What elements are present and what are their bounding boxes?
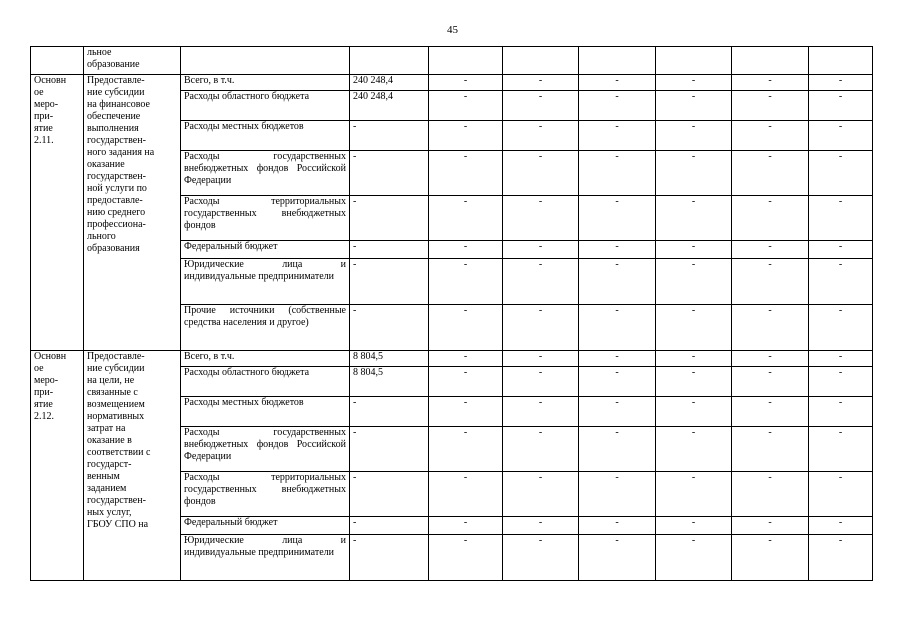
funding-source-cell: Расходы местных бюджетов [181, 121, 350, 151]
year-value-cell: - [503, 535, 579, 581]
year-value-cell: - [429, 151, 503, 196]
name-cell: льное образование [84, 47, 181, 75]
activity-name-cell: Предоставле- ние субсидии на цели, не связанные с возмещением нормативных затрат на оказание в соответствии с государст- венным заданием государствен- ных услуг, ГБОУ СПО на [84, 351, 181, 581]
year-value-cell: - [656, 91, 732, 121]
year-value-cell: - [429, 535, 503, 581]
year-value-cell: - [732, 535, 809, 581]
code-cell [31, 47, 84, 75]
year-value-cell: - [732, 241, 809, 259]
year-value-cell: - [809, 241, 873, 259]
year-value-cell: - [732, 351, 809, 367]
year-value-cell: - [809, 367, 873, 397]
year-value-cell: - [503, 196, 579, 241]
total-value-cell: 8 804,5 [350, 367, 429, 397]
year-value-cell: - [579, 75, 656, 91]
funding-source-cell: Юридические лица и индивидуальные предприниматели [181, 535, 350, 581]
year-value-cell: - [732, 397, 809, 427]
year-value-cell: - [656, 241, 732, 259]
activity-code-cell: Основн ое меро- при- ятие 2.12. [31, 351, 84, 581]
total-value-cell: - [350, 121, 429, 151]
year-value-cell: - [503, 259, 579, 305]
year-value-cell: - [429, 397, 503, 427]
total-value-cell: - [350, 472, 429, 517]
year-value-cell: - [809, 75, 873, 91]
year-value-cell: - [503, 472, 579, 517]
year-value-cell: - [579, 535, 656, 581]
year-value-cell: - [579, 259, 656, 305]
year-value-cell: - [656, 397, 732, 427]
year-value-cell: - [579, 397, 656, 427]
year-value-cell: - [429, 427, 503, 472]
funding-source-cell: Расходы областного бюджета [181, 91, 350, 121]
year-value-cell: - [809, 151, 873, 196]
funding-source-cell: Федеральный бюджет [181, 517, 350, 535]
year-value-cell: - [429, 351, 503, 367]
year-value-cell: - [809, 517, 873, 535]
total-value-cell: - [350, 259, 429, 305]
year-value-cell: - [809, 91, 873, 121]
year-value-cell: - [503, 121, 579, 151]
year-value-cell: - [579, 472, 656, 517]
year-value-cell: - [656, 151, 732, 196]
year-value-cell: - [732, 75, 809, 91]
total-value-cell: - [350, 517, 429, 535]
total-value-cell: - [350, 196, 429, 241]
year-value-cell: - [429, 259, 503, 305]
year-value-cell: - [503, 397, 579, 427]
year-value-cell: - [732, 196, 809, 241]
year-value-cell: - [809, 535, 873, 581]
total-value-cell: - [350, 151, 429, 196]
year-value-cell: - [656, 305, 732, 351]
year-value-cell: - [579, 241, 656, 259]
total-value-cell: 240 248,4 [350, 75, 429, 91]
total-value-cell: 240 248,4 [350, 91, 429, 121]
year-value-cell: - [503, 351, 579, 367]
year-value-cell: - [656, 259, 732, 305]
funding-source-cell: Расходы областного бюджета [181, 367, 350, 397]
year-value-cell: - [429, 121, 503, 151]
year-value-cell: - [503, 367, 579, 397]
year-value-cell: - [732, 121, 809, 151]
year-value-cell: - [503, 75, 579, 91]
total-value-cell: - [350, 397, 429, 427]
year-value-cell: - [656, 472, 732, 517]
year-value-cell: - [429, 196, 503, 241]
year-value-cell: - [579, 367, 656, 397]
year-value-cell: - [429, 241, 503, 259]
year-value-cell: - [732, 91, 809, 121]
year-value-cell: - [503, 517, 579, 535]
year-value-cell: - [579, 196, 656, 241]
funding-source-cell: Юридические лица и индивидуальные предприниматели [181, 259, 350, 305]
year-value-cell: - [809, 259, 873, 305]
year-value-cell: - [656, 351, 732, 367]
year-value-cell: - [809, 472, 873, 517]
year-value-cell: - [656, 535, 732, 581]
funding-source-cell: Расходы местных бюджетов [181, 397, 350, 427]
year-value-cell: - [809, 121, 873, 151]
total-value-cell: - [350, 535, 429, 581]
funding-source-cell: Прочие источники (собственные средства населения и другое) [181, 305, 350, 351]
year-value-cell: - [809, 397, 873, 427]
year-value-cell: - [579, 91, 656, 121]
budget-table [30, 46, 873, 581]
year-value-cell: - [579, 121, 656, 151]
year-value-cell: - [656, 196, 732, 241]
year-value-cell: - [656, 75, 732, 91]
total-value-cell: - [350, 305, 429, 351]
year-value-cell: - [579, 427, 656, 472]
total-value-cell: - [350, 241, 429, 259]
year-value-cell: - [503, 305, 579, 351]
page-number: 45 [447, 24, 458, 36]
funding-source-cell: Расходы территориальных государственных внебюджетных фондов [181, 196, 350, 241]
year-value-cell: - [656, 367, 732, 397]
total-value-cell: 8 804,5 [350, 351, 429, 367]
year-value-cell: - [809, 196, 873, 241]
funding-source-cell: Федеральный бюджет [181, 241, 350, 259]
year-value-cell: - [429, 305, 503, 351]
continuation-row [31, 47, 873, 75]
year-value-cell: - [732, 151, 809, 196]
activity-code-cell: Основн ое меро- при- ятие 2.11. [31, 75, 84, 351]
funding-source-cell: Всего, в т.ч. [181, 75, 350, 91]
year-value-cell: - [809, 305, 873, 351]
funding-source-cell: Расходы государственных внебюджетных фондов Российской Федерации [181, 427, 350, 472]
year-value-cell: - [732, 517, 809, 535]
table-row [31, 351, 873, 367]
table-row [31, 75, 873, 91]
year-value-cell: - [429, 75, 503, 91]
year-value-cell: - [429, 91, 503, 121]
year-value-cell: - [579, 351, 656, 367]
year-value-cell: - [503, 151, 579, 196]
year-value-cell: - [579, 517, 656, 535]
funding-source-cell: Расходы государственных внебюджетных фондов Российской Федерации [181, 151, 350, 196]
year-value-cell: - [503, 91, 579, 121]
year-value-cell: - [732, 305, 809, 351]
funding-source-cell: Всего, в т.ч. [181, 351, 350, 367]
year-value-cell: - [656, 427, 732, 472]
year-value-cell: - [732, 427, 809, 472]
year-value-cell: - [809, 351, 873, 367]
funding-source-cell: Расходы территориальных государственных внебюджетных фондов [181, 472, 350, 517]
year-value-cell: - [656, 517, 732, 535]
year-value-cell: - [732, 367, 809, 397]
year-value-cell: - [579, 151, 656, 196]
total-value-cell: - [350, 427, 429, 472]
year-value-cell: - [809, 427, 873, 472]
year-value-cell: - [732, 472, 809, 517]
year-value-cell: - [579, 305, 656, 351]
activity-name-cell: Предоставле- ние субсидии на финансовое обеспечение выполнения государствен- ного задания на оказание государствен- ной услуги по предоставле- нию среднего профессиона- льного образования [84, 75, 181, 351]
year-value-cell: - [503, 427, 579, 472]
year-value-cell: - [429, 367, 503, 397]
year-value-cell: - [503, 241, 579, 259]
year-value-cell: - [656, 121, 732, 151]
year-value-cell: - [429, 472, 503, 517]
year-value-cell: - [732, 259, 809, 305]
year-value-cell: - [429, 517, 503, 535]
